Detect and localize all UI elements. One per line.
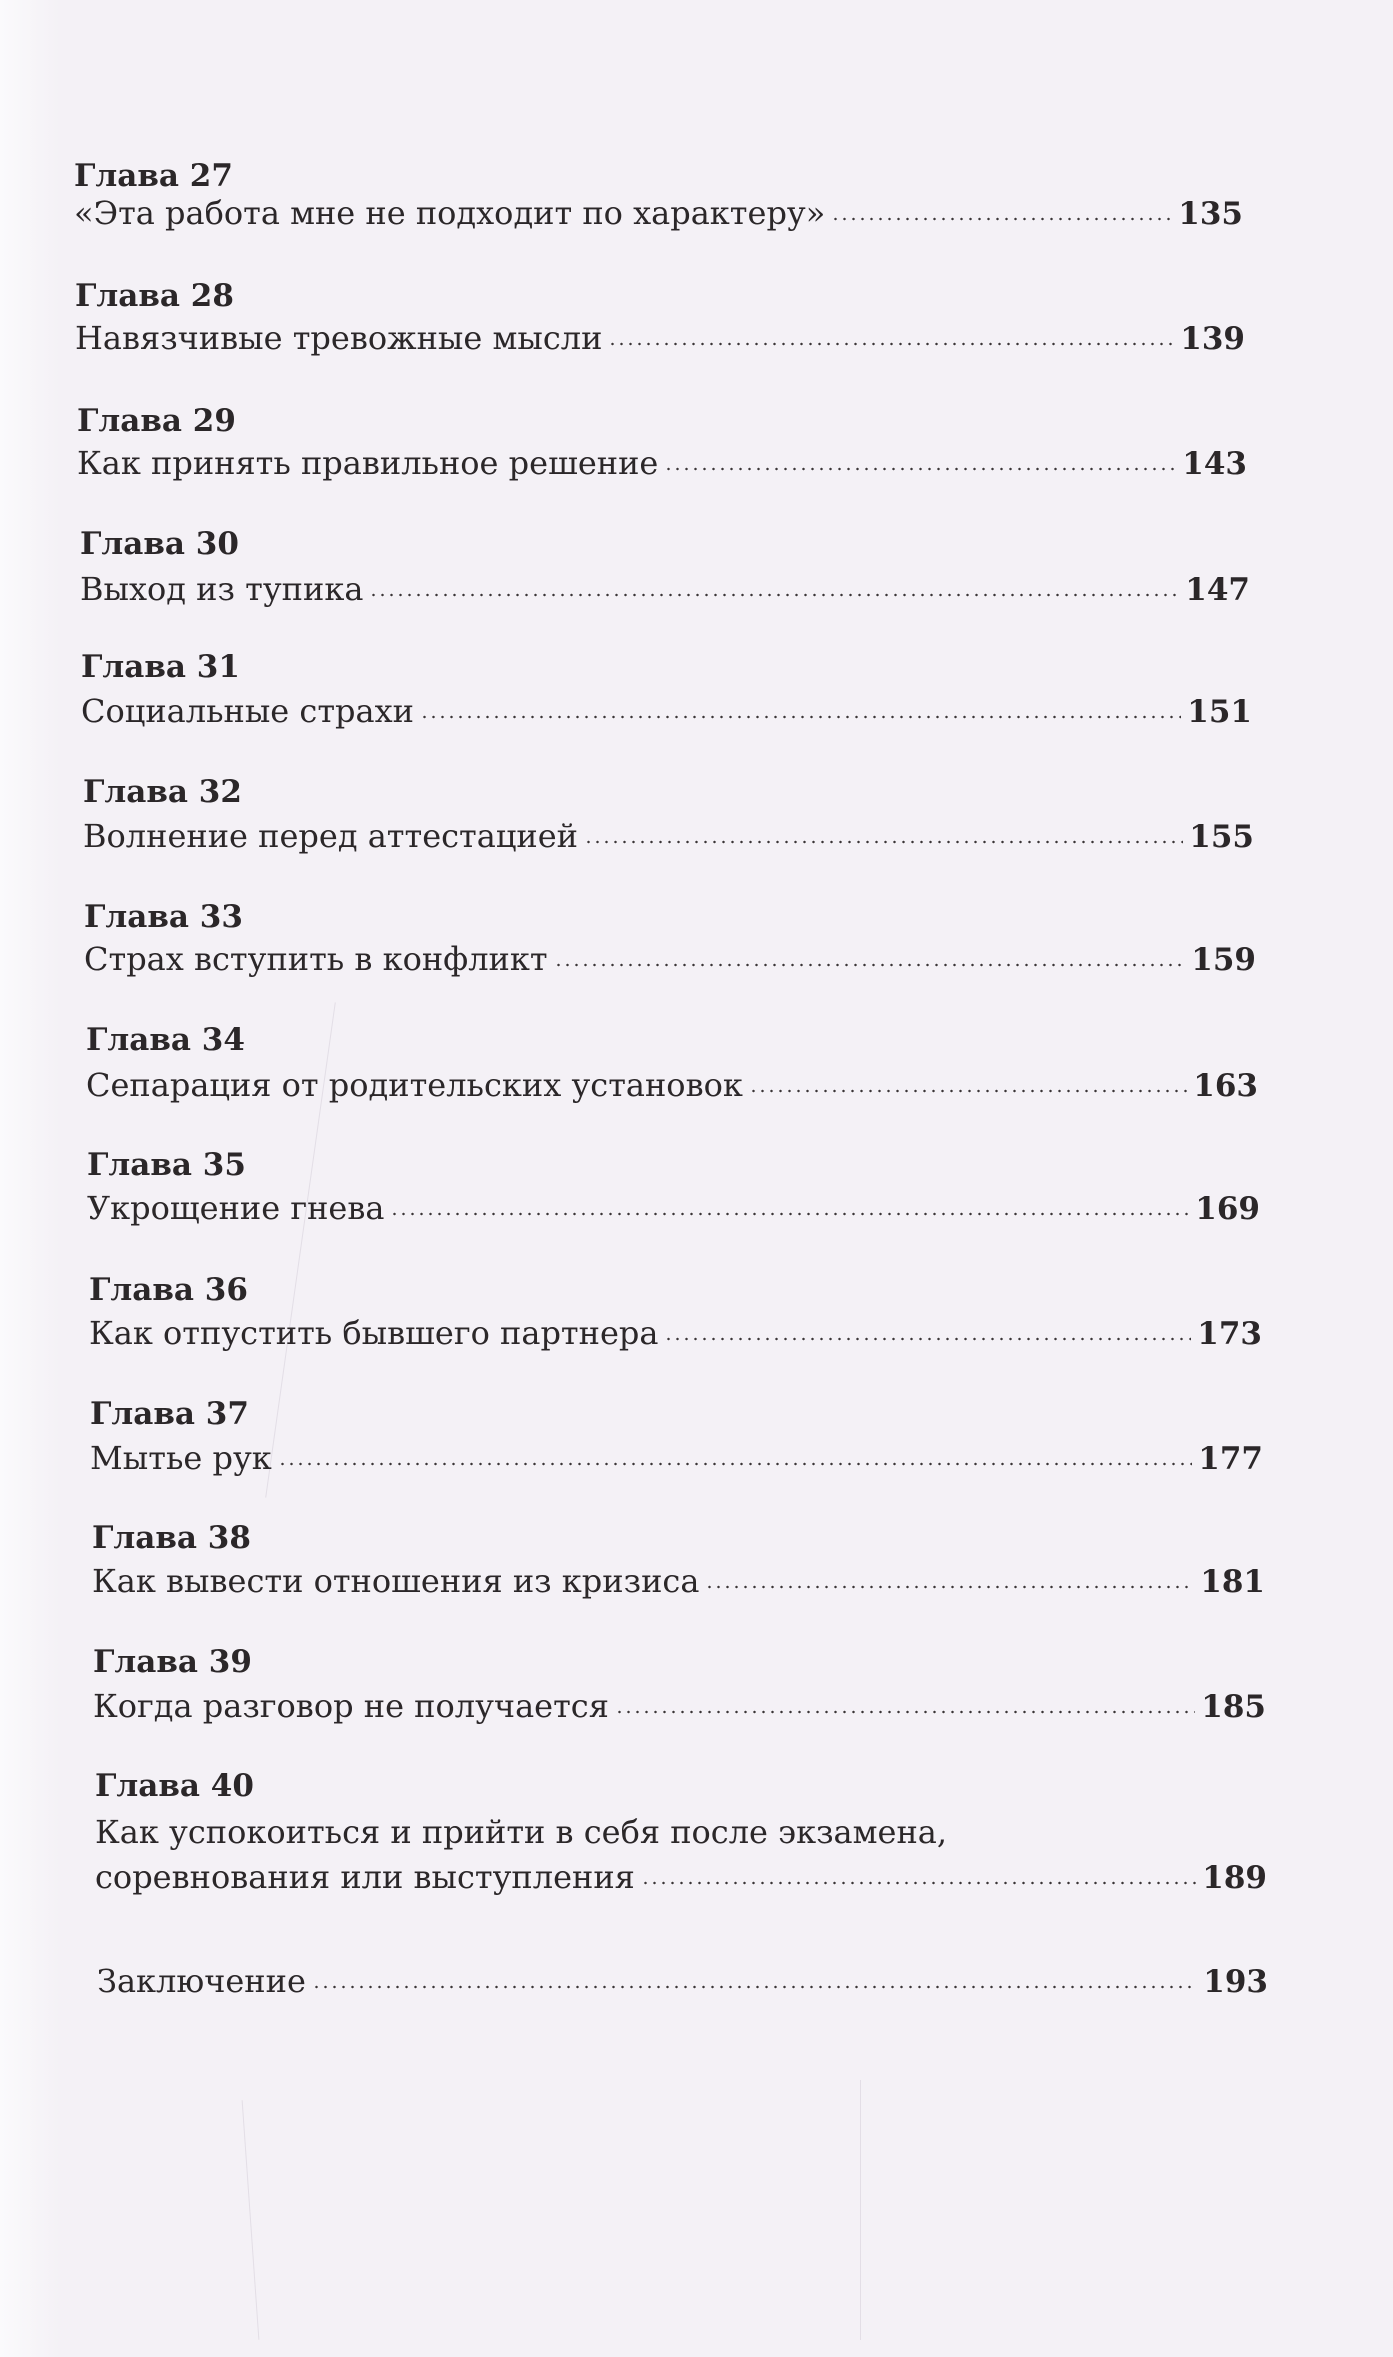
toc-entry-conclusion[interactable]	[97, 1962, 1268, 2001]
page-number: 139	[1180, 321, 1245, 357]
chapter-title: Когда разговор не получается	[93, 1687, 609, 1725]
page-number: 151	[1187, 694, 1252, 730]
chapter-title: Страх вступить в конфликт	[84, 940, 548, 978]
chapter-title: Как вывести отношения из кризиса	[92, 1562, 700, 1600]
dot-leader	[312, 1984, 1197, 1990]
chapter-heading: Глава 32	[83, 774, 242, 810]
page-number: 159	[1191, 942, 1256, 978]
dot-leader	[420, 714, 1181, 720]
toc-entry[interactable]	[95, 1858, 1267, 1897]
dot-leader	[705, 1584, 1194, 1590]
page-number: 181	[1200, 1564, 1265, 1600]
toc-entry[interactable]	[84, 940, 1256, 979]
dot-leader	[664, 1336, 1191, 1342]
page-number: 185	[1201, 1689, 1266, 1725]
chapter-heading: Глава 39	[93, 1644, 252, 1680]
chapter-title: Сепарация от родительских установок	[86, 1066, 743, 1104]
chapter-title: соревнования или выступления	[95, 1858, 635, 1896]
toc-entry[interactable]	[89, 1314, 1262, 1353]
chapter-heading: Глава 28	[75, 278, 234, 314]
page-number: 143	[1182, 446, 1247, 482]
chapter-heading: Глава 40	[95, 1768, 254, 1804]
page-number: 189	[1202, 1860, 1267, 1896]
toc-entry[interactable]	[83, 817, 1254, 856]
chapter-heading: Глава 27	[74, 158, 233, 194]
chapter-heading: Глава 38	[92, 1520, 251, 1556]
chapter-heading: Глава 34	[86, 1022, 245, 1058]
chapter-heading: Глава 31	[81, 649, 240, 685]
chapter-heading: Глава 37	[90, 1396, 249, 1432]
chapter-heading: Глава 33	[84, 899, 243, 935]
toc-entry[interactable]	[90, 1439, 1263, 1478]
dot-leader	[749, 1088, 1187, 1094]
page-number: 173	[1197, 1316, 1262, 1352]
page-number: 169	[1195, 1191, 1260, 1227]
dot-leader	[615, 1709, 1195, 1715]
chapter-heading: Глава 35	[87, 1147, 246, 1183]
chapter-title: Как принять правильное решение	[77, 444, 659, 482]
chapter-title: «Эта работа мне не подходит по характеру»	[74, 194, 826, 232]
toc-entry[interactable]	[86, 1066, 1258, 1105]
dot-leader	[664, 466, 1176, 472]
chapter-title-line1: Как успокоиться и прийти в себя после экзамена,	[95, 1813, 948, 1851]
chapter-title: Укрощение гнева	[87, 1189, 385, 1227]
dot-leader	[390, 1211, 1189, 1217]
toc-entry[interactable]	[77, 444, 1247, 483]
conclusion-title: Заключение	[97, 1962, 306, 2000]
chapter-title: Как отпустить бывшего партнера	[89, 1314, 659, 1352]
toc-entry[interactable]	[92, 1562, 1265, 1601]
page-number: 147	[1185, 572, 1250, 608]
page-number: 155	[1189, 819, 1254, 855]
page-number: 163	[1193, 1068, 1258, 1104]
dot-leader	[369, 592, 1179, 598]
chapter-heading: Глава 30	[80, 526, 239, 562]
chapter-title: Волнение перед аттестацией	[83, 817, 578, 855]
dot-leader	[584, 839, 1183, 845]
chapter-heading: Глава 29	[77, 403, 236, 439]
toc-entry[interactable]	[87, 1189, 1260, 1228]
page-number: 193	[1203, 1964, 1268, 2000]
page-number: 177	[1198, 1441, 1263, 1477]
toc-entry[interactable]	[93, 1687, 1266, 1726]
chapter-title: Социальные страхи	[81, 692, 414, 730]
chapter-title: Мытье рук	[90, 1439, 272, 1477]
dot-leader	[554, 962, 1186, 968]
dot-leader	[831, 216, 1172, 222]
toc-entry[interactable]	[80, 570, 1250, 609]
chapter-title: Выход из тупика	[80, 570, 364, 608]
toc-entry[interactable]	[75, 319, 1245, 358]
dot-leader	[278, 1461, 1193, 1467]
chapter-heading: Глава 36	[89, 1272, 248, 1308]
chapter-title: Навязчивые тревожные мысли	[75, 319, 603, 357]
dot-leader	[641, 1880, 1196, 1886]
toc-entry[interactable]	[74, 194, 1243, 233]
page-number: 135	[1178, 196, 1243, 232]
toc-entry[interactable]	[81, 692, 1252, 731]
dot-leader	[608, 341, 1174, 347]
